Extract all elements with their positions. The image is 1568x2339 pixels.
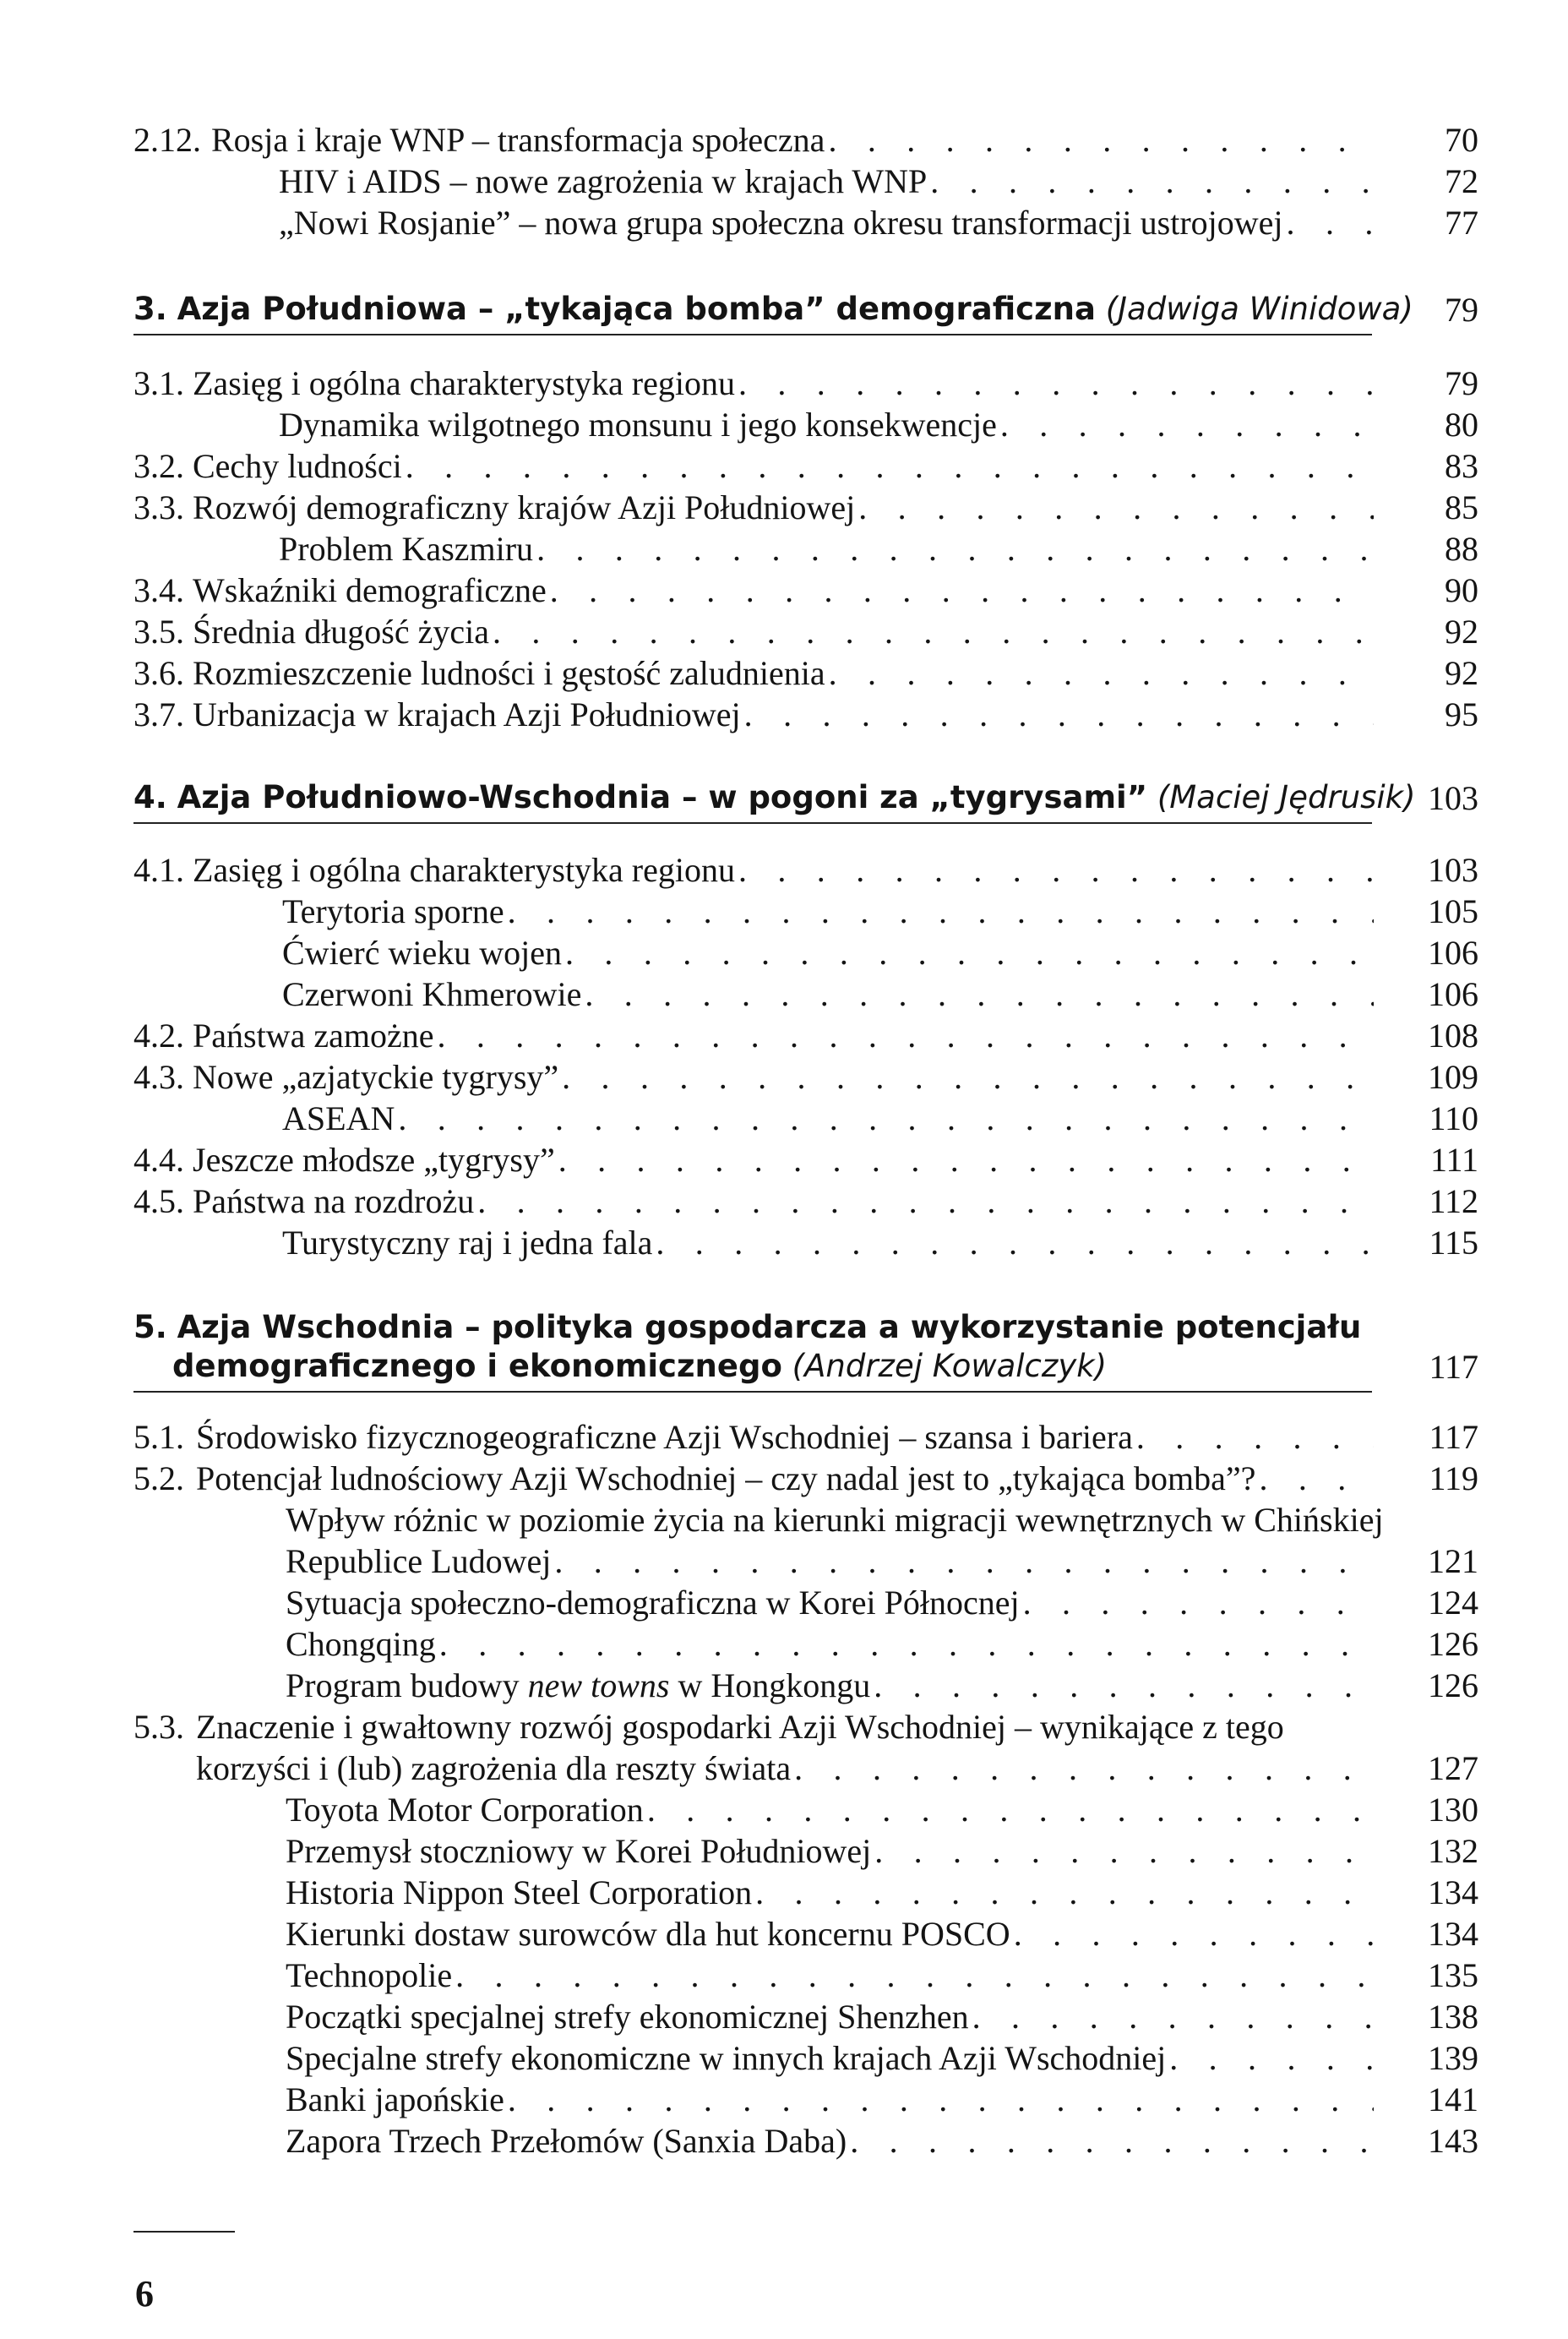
dot-leader — [455, 1955, 1374, 1996]
toc-entry — [286, 2121, 1377, 2162]
page-number: 112 — [1429, 1182, 1478, 1220]
toc-entry — [133, 1707, 1377, 1747]
dot-leader — [437, 1016, 1374, 1056]
entry-title-pre: Program budowy — [286, 1666, 520, 1704]
toc-entry — [133, 1458, 1377, 1499]
page-number: 143 — [1428, 2122, 1478, 2160]
entry-number: 3.7. — [133, 695, 184, 733]
toc-entry — [282, 974, 1377, 1015]
entry-number: 5.3. — [133, 1708, 184, 1746]
entry-title: HIV i AIDS – nowe zagrożenia w krajach WNP — [279, 162, 928, 200]
dot-leader — [829, 653, 1374, 694]
page-folio: 6 — [135, 2273, 154, 2314]
toc-entry — [133, 1181, 1377, 1222]
entry-title: Początki specjalnej strefy ekonomicznej Shenzhen — [286, 1998, 969, 2036]
chapter-heading — [133, 1308, 1361, 1347]
dot-leader — [828, 120, 1374, 161]
toc-entry — [133, 1417, 1377, 1458]
entry-title: Dynamika wilgotnego monsunu i jego konsekwencje — [279, 406, 997, 444]
toc-entry — [133, 612, 1377, 652]
chapter-title: Azja Południowo-Wschodnia – w pogoni za „tygrysami” — [177, 779, 1148, 815]
entry-number: 2.12. — [133, 121, 201, 159]
page-number: 106 — [1428, 934, 1478, 972]
toc-entry — [286, 2080, 1377, 2120]
toc-entry — [133, 488, 1377, 528]
dot-leader — [508, 891, 1374, 932]
toc-entry — [286, 2038, 1377, 2079]
page-number: 126 — [1428, 1666, 1478, 1704]
toc-entry — [133, 1016, 1377, 1056]
entry-title: Państwa na rozdrożu — [193, 1182, 475, 1220]
toc-entry — [133, 363, 1377, 404]
chapter-author: (Jadwiga Winidowa) — [1105, 291, 1413, 327]
dot-leader — [508, 2080, 1374, 2120]
page-number: 92 — [1445, 654, 1478, 692]
entry-title: Kierunki dostaw surowców dla hut koncernu POSCO — [286, 1915, 1010, 1953]
page-number: 127 — [1428, 1749, 1478, 1787]
page-number: 138 — [1428, 1998, 1478, 2036]
page-number: 95 — [1445, 695, 1478, 733]
dot-leader — [398, 1099, 1374, 1139]
page-number: 141 — [1428, 2080, 1478, 2118]
dot-leader — [972, 1997, 1374, 2037]
dot-leader — [1014, 1914, 1374, 1955]
entry-title: Środowisko fizycznogeograficzne Azji Wschodniej – szansa i bariera — [196, 1418, 1133, 1456]
chapter-page-number: 103 — [1428, 779, 1478, 817]
entry-title: Zasięg i ogólna charakterystyka regionu — [193, 364, 735, 402]
chapter-number: 5. — [133, 1309, 167, 1345]
chapter-page-number: 117 — [1429, 1348, 1478, 1386]
entry-title: Republice Ludowej — [286, 1542, 552, 1580]
dot-leader — [738, 850, 1374, 891]
toc-entry — [286, 1790, 1377, 1830]
dot-leader — [439, 1624, 1374, 1665]
chapter-author: (Andrzej Kowalczyk) — [792, 1348, 1108, 1384]
dot-leader — [794, 1748, 1374, 1789]
page-number: 126 — [1428, 1625, 1478, 1663]
dot-leader — [738, 363, 1374, 404]
dot-leader — [554, 1541, 1374, 1582]
page-number: 115 — [1429, 1224, 1478, 1262]
dot-leader — [1023, 1583, 1374, 1623]
page-number: 117 — [1429, 1418, 1478, 1456]
page-number: 85 — [1445, 488, 1478, 526]
page-number: 80 — [1445, 406, 1478, 444]
toc-entry — [282, 1223, 1377, 1263]
dot-leader — [558, 1140, 1374, 1180]
entry-title: Specjalne strefy ekonomiczne w innych krajach Azji Wschodniej — [286, 2039, 1167, 2077]
page-number: 83 — [1445, 447, 1478, 485]
toc-entry — [196, 1748, 1377, 1789]
dot-leader — [550, 570, 1374, 611]
entry-number: 4.1. — [133, 851, 184, 889]
chapter-number: 3. — [133, 291, 167, 327]
entry-title: Ćwierć wieku wojen — [282, 934, 563, 972]
chapter-rule — [133, 334, 1372, 335]
toc-entry — [286, 1831, 1377, 1872]
dot-leader — [585, 974, 1374, 1015]
entry-title: Technopolie — [286, 1956, 453, 1994]
entry-title: Rozmieszczenie ludności i gęstość zaludnienia — [193, 654, 825, 692]
toc-entry — [286, 1997, 1377, 2037]
entry-number: 5.2. — [133, 1459, 184, 1497]
page-number: 103 — [1428, 851, 1478, 889]
entry-title: Cechy ludności — [193, 447, 402, 485]
page-number: 121 — [1428, 1542, 1478, 1580]
entry-title: Czerwoni Khmerowie — [282, 975, 582, 1013]
page-number: 90 — [1445, 571, 1478, 609]
page-number: 139 — [1428, 2039, 1478, 2077]
toc-entry — [133, 850, 1377, 891]
toc-entry — [133, 695, 1377, 735]
entry-title: Zapora Trzech Przełomów (Sanxia Daba) — [286, 2122, 847, 2160]
dot-leader — [406, 446, 1374, 487]
page-number: 72 — [1445, 162, 1478, 200]
toc-entry — [282, 933, 1377, 973]
entry-title: Turystyczny raj i jedna fala — [282, 1224, 653, 1262]
chapter-title: Azja Południowa – „tykająca bomba” demograficzna — [177, 291, 1096, 327]
entry-title: Chongqing — [286, 1625, 436, 1663]
chapter-author: (Maciej Jędrusik) — [1157, 779, 1416, 815]
toc-entry — [286, 1955, 1377, 1996]
chapter-number: 4. — [133, 779, 167, 815]
entry-title: Toyota Motor Corporation — [286, 1791, 644, 1829]
toc-entry — [279, 161, 1377, 202]
entry-number: 3.4. — [133, 571, 184, 609]
toc-entry — [279, 405, 1377, 445]
dot-leader — [565, 933, 1374, 973]
chapter-title-line2: demograficznego i ekonomicznego — [172, 1348, 782, 1384]
entry-title: Terytoria sporne — [282, 892, 504, 930]
toc-entry — [279, 529, 1377, 570]
entry-number: 3.2. — [133, 447, 184, 485]
entry-title: Wskaźniki demograficzne — [193, 571, 547, 609]
page-number: 135 — [1428, 1956, 1478, 1994]
dot-leader — [1169, 2038, 1374, 2079]
entry-title: Banki japońskie — [286, 2080, 504, 2118]
page-number: 108 — [1428, 1017, 1478, 1055]
toc-entry — [133, 446, 1377, 487]
page-number: 92 — [1445, 613, 1478, 651]
chapter-rule — [133, 822, 1372, 824]
entry-title: korzyści i (lub) zagrożenia dla reszty świata — [196, 1749, 792, 1787]
folio-rule — [133, 2231, 235, 2233]
entry-number: 4.5. — [133, 1182, 184, 1220]
entry-title: Jeszcze młodsze „tygrysy” — [193, 1141, 555, 1179]
dot-leader — [1287, 203, 1374, 243]
toc-entry — [133, 653, 1377, 694]
page-number: 124 — [1428, 1584, 1478, 1622]
entry-number: 3.6. — [133, 654, 184, 692]
entry-title: Państwa zamożne — [193, 1017, 434, 1055]
toc-entry — [133, 570, 1377, 611]
dot-leader — [930, 161, 1374, 202]
dot-leader — [858, 488, 1374, 528]
toc-entry — [279, 203, 1377, 243]
toc-entry — [282, 1099, 1377, 1139]
entry-title: Potencjał ludnościowy Azji Wschodniej – czy nadal jest to „tykająca bomba”? — [196, 1459, 1256, 1497]
entry-number: 5.1. — [133, 1418, 184, 1456]
page-number: 119 — [1429, 1459, 1478, 1497]
dot-leader — [536, 529, 1374, 570]
entry-number: 4.4. — [133, 1141, 184, 1179]
page-number: 70 — [1445, 121, 1478, 159]
page-number: 105 — [1428, 892, 1478, 930]
entry-title: Nowe „azjatyckie tygrysy” — [193, 1058, 559, 1096]
toc-entry — [286, 1873, 1377, 1913]
chapter-page-number: 79 — [1445, 291, 1478, 329]
toc-entry — [286, 1666, 1377, 1706]
entry-number: 4.3. — [133, 1058, 184, 1096]
entry-number: 3.5. — [133, 613, 184, 651]
page-number: 79 — [1445, 364, 1478, 402]
toc-entry — [286, 1541, 1377, 1582]
toc-entry — [286, 1624, 1377, 1665]
chapter-heading-continued — [172, 1347, 1107, 1386]
chapter-rule — [133, 1391, 1372, 1393]
entry-title-post: w Hongkongu — [678, 1666, 871, 1704]
entry-title: Rozwój demograficzny krajów Azji Południowej — [193, 488, 856, 526]
dot-leader — [1000, 405, 1374, 445]
entry-title: Rosja i kraje WNP – transformacja społeczna — [211, 121, 825, 159]
dot-leader — [1259, 1458, 1374, 1499]
entry-title-italic: new towns — [527, 1666, 670, 1704]
dot-leader — [874, 1666, 1374, 1706]
dot-leader — [850, 2121, 1374, 2162]
entry-title: Historia Nippon Steel Corporation — [286, 1873, 753, 1911]
entry-title: Urbanizacja w krajach Azji Południowej — [193, 695, 741, 733]
page-number: 111 — [1429, 1141, 1478, 1179]
entry-title: Problem Kaszmiru — [279, 530, 534, 568]
page-number: 130 — [1428, 1791, 1478, 1829]
toc-entry — [282, 891, 1377, 932]
page-number: 134 — [1428, 1915, 1478, 1953]
page-number: 77 — [1445, 204, 1478, 242]
chapter-title-line1: Azja Wschodnia – polityka gospodarcza a wykorzystanie potencjału — [177, 1309, 1362, 1345]
entry-title: Sytuacja społeczno-demograficzna w Korei Północnej — [286, 1584, 1020, 1622]
entry-number: 4.2. — [133, 1017, 184, 1055]
toc-entry — [286, 1583, 1377, 1623]
entry-title-line1: Wpływ różnic w poziomie życia na kierunki migracji wewnętrznych w Chińskiej — [286, 1501, 1384, 1539]
entry-number: 3.1. — [133, 364, 184, 402]
toc-entry — [133, 1057, 1377, 1098]
page-number: 134 — [1428, 1873, 1478, 1911]
dot-leader — [656, 1223, 1374, 1263]
chapter-heading — [133, 290, 1413, 329]
toc-entry — [286, 1914, 1377, 1955]
entry-title: ASEAN — [282, 1099, 395, 1137]
dot-leader — [755, 1873, 1374, 1913]
page-number: 132 — [1428, 1832, 1478, 1870]
entry-title: Zasięg i ogólna charakterystyka regionu — [193, 851, 735, 889]
page-number: 110 — [1429, 1099, 1478, 1137]
toc-entry — [133, 1140, 1377, 1180]
entry-title: Przemysł stoczniowy w Korei Południowej — [286, 1832, 872, 1870]
entry-number: 3.3. — [133, 488, 184, 526]
chapter-heading — [133, 778, 1416, 817]
page-number: 106 — [1428, 975, 1478, 1013]
dot-leader — [1136, 1417, 1374, 1458]
entry-title-line1: Znaczenie i gwałtowny rozwój gospodarki Azji Wschodniej – wynikające z tego — [196, 1708, 1284, 1746]
dot-leader — [874, 1831, 1374, 1872]
page-number: 109 — [1428, 1058, 1478, 1096]
dot-leader — [477, 1181, 1374, 1222]
toc-entry — [133, 120, 1377, 161]
dot-leader — [562, 1057, 1374, 1098]
entry-title: „Nowi Rosjanie” – nowa grupa społeczna okresu transformacji ustrojowej — [279, 204, 1283, 242]
page-number: 88 — [1445, 530, 1478, 568]
entry-title: Średnia długość życia — [193, 613, 489, 651]
dot-leader — [647, 1790, 1374, 1830]
dot-leader — [744, 695, 1374, 735]
dot-leader — [493, 612, 1374, 652]
